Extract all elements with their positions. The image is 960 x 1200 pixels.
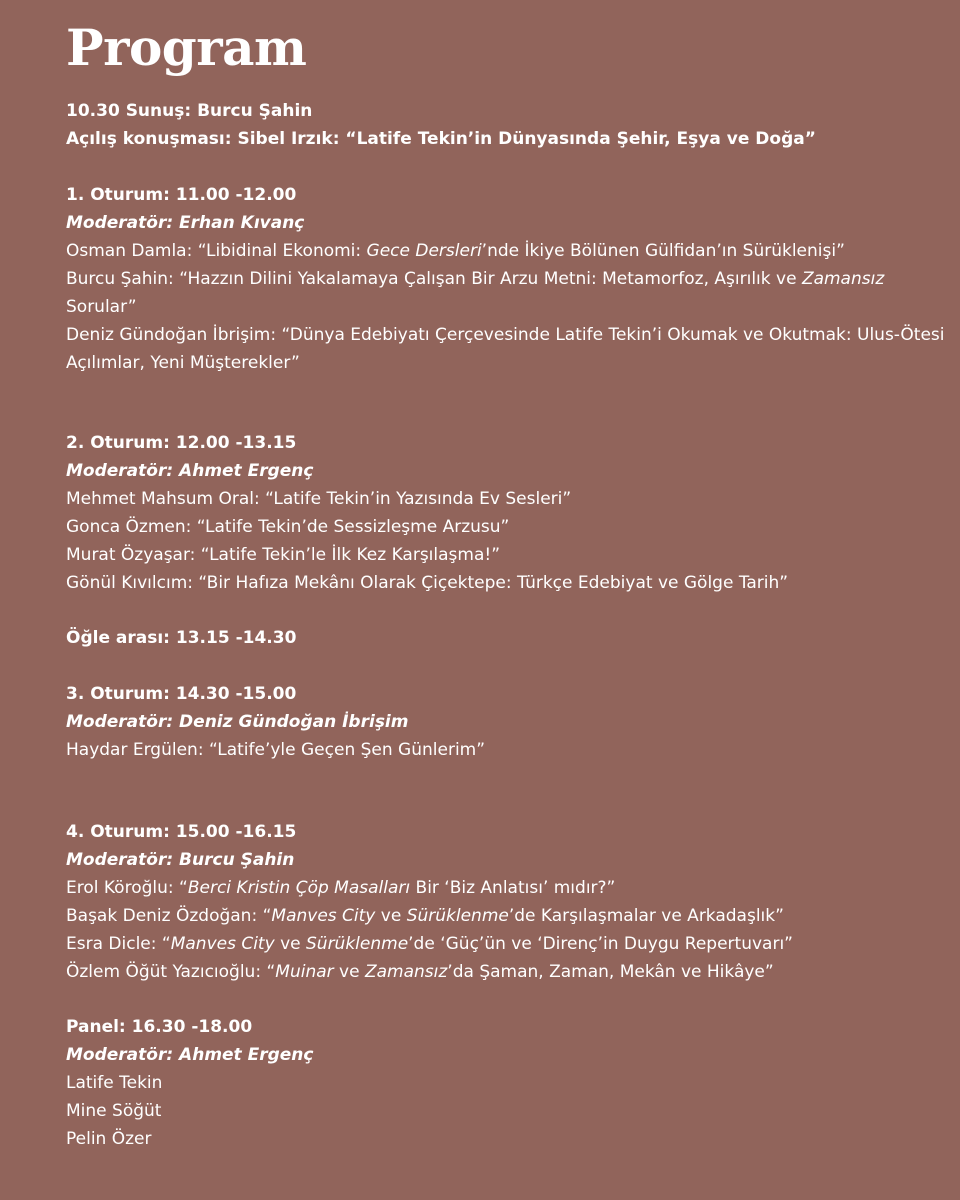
talk-item: Gönül Kıvılcım: “Bir Hafıza Mekânı Olarak Çiçektepe: Türkçe Edebiyat ve Gölge Tarih” [66, 573, 789, 593]
lunch-break [66, 624, 946, 652]
talk-item: Erol Köroğlu: “Berci Kristin Çöp Masalları Bir ‘Biz Anlatısı’ mıdır?” [66, 878, 616, 898]
session-heading: 3. Oturum: 14.30 -15.00 [66, 684, 297, 704]
session-heading: 4. Oturum: 15.00 -16.15 [66, 822, 297, 842]
lunch-heading: Öğle arası: 13.15 -14.30 [66, 628, 297, 648]
talk-item: Özlem Öğüt Yazıcıoğlu: “Muinar ve Zamansız’da Şaman, Zaman, Mekân ve Hikâye” [66, 962, 774, 982]
talk-item: Burcu Şahin: “Hazzın Dilini Yakalamaya Çalışan Bir Arzu Metni: Metamorfoz, Aşırılık ve Zamansız Sorular” [66, 269, 885, 317]
talk-item: Başak Deniz Özdoğan: “Manves City ve Sürüklenme’de Karşılaşmalar ve Arkadaşlık” [66, 906, 784, 926]
talk-item: Murat Özyaşar: “Latife Tekin’le İlk Kez Karşılaşma!” [66, 545, 500, 565]
talk-item: Gonca Özmen: “Latife Tekin’de Sessizleşme Arzusu” [66, 517, 510, 537]
session-moderator: Moderatör: Erhan Kıvanç [66, 213, 305, 233]
talk-item: Osman Damla: “Libidinal Ekonomi: Gece Dersleri’nde İkiye Bölünen Gülfidan’ın Sürüklenişi” [66, 241, 845, 261]
session-moderator: Moderatör: Burcu Şahin [66, 850, 295, 870]
session-1 [66, 181, 946, 377]
panelist: Pelin Özer [66, 1129, 152, 1149]
session-moderator: Moderatör: Deniz Gündoğan İbrişim [66, 712, 409, 732]
talk-item: Esra Dicle: “Manves City ve Sürüklenme’de ‘Güç’ün ve ‘Direnç’in Duygu Repertuvarı” [66, 934, 793, 954]
session-heading: 2. Oturum: 12.00 -13.15 [66, 433, 297, 453]
talk-item: Haydar Ergülen: “Latife’yle Geçen Şen Günlerim” [66, 740, 486, 760]
panel-section [66, 1013, 946, 1153]
opening-presentation: 10.30 Sunuş: Burcu Şahin [66, 101, 313, 121]
session-2 [66, 429, 946, 597]
panel-heading: Panel: 16.30 -18.00 [66, 1017, 253, 1037]
session-3 [66, 680, 946, 764]
session-moderator: Moderatör: Ahmet Ergenç [66, 461, 314, 481]
opening-section [66, 97, 946, 153]
session-heading: 1. Oturum: 11.00 -12.00 [66, 185, 297, 205]
panelist: Latife Tekin [66, 1073, 163, 1093]
session-4 [66, 818, 946, 986]
talk-item: Deniz Gündoğan İbrişim: “Dünya Edebiyatı Çerçevesinde Latife Tekin’i Okumak ve Okutmak: Ulus-Ötesi Açılımlar, Yeni Müşterekler” [66, 325, 945, 373]
opening-speech: Açılış konuşması: Sibel Irzık: “Latife Tekin’in Dünyasında Şehir, Eşya ve Doğa” [66, 129, 816, 149]
talk-item: Mehmet Mahsum Oral: “Latife Tekin’in Yazısında Ev Sesleri” [66, 489, 572, 509]
page-title: Program [66, 18, 307, 77]
panel-moderator: Moderatör: Ahmet Ergenç [66, 1045, 314, 1065]
panelist: Mine Söğüt [66, 1101, 162, 1121]
